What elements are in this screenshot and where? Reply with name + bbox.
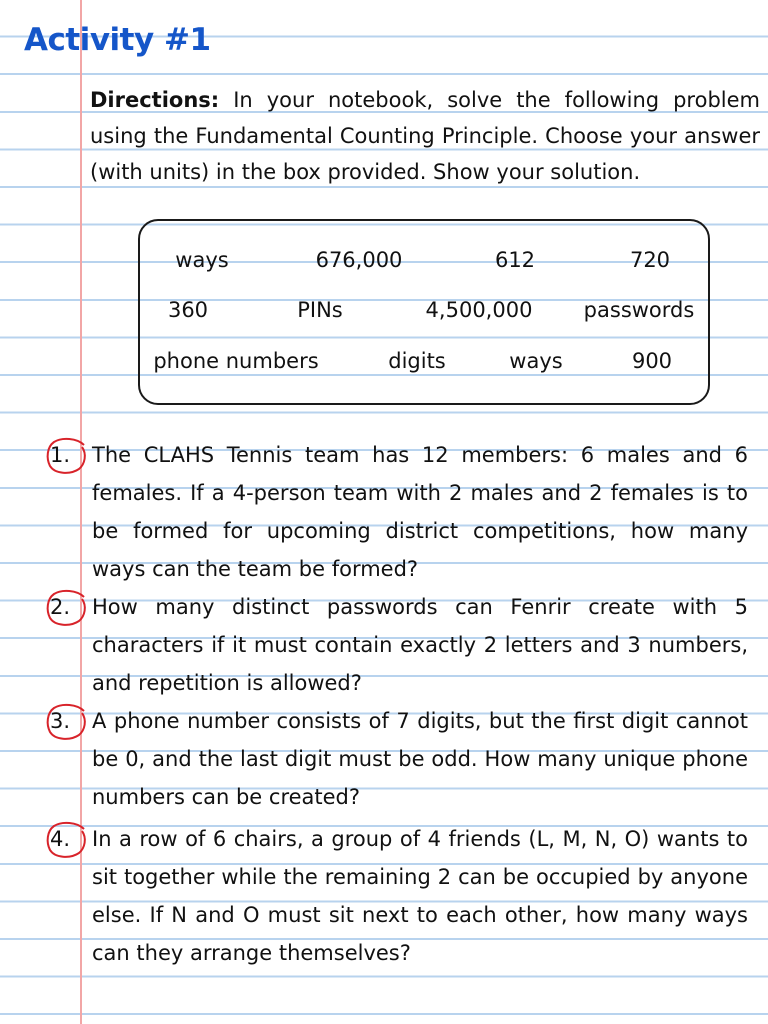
choice-item: phone numbers	[153, 349, 319, 373]
choice-row-3	[140, 349, 708, 379]
question-number: 1.	[50, 443, 71, 467]
directions-text: In your notebook, solve the following problem using the Fundamental Counting Principle. Choose your answer (with units) in the box provided. Show your solution.	[90, 88, 760, 184]
choice-item: ways	[509, 349, 563, 373]
choice-row-2	[140, 298, 708, 328]
margin-line	[80, 0, 82, 1024]
answer-choices-box	[138, 219, 710, 405]
directions-paragraph	[90, 82, 760, 190]
choice-item: 360	[167, 298, 209, 322]
choice-item: 900	[631, 349, 673, 373]
question-3-text: A phone number consists of 7 digits, but the first digit cannot be 0, and the last digit must be odd. How many unique phone numbers can be created?	[92, 709, 748, 809]
choice-item: 4,500,000	[425, 298, 533, 322]
choice-item: 612	[494, 248, 536, 272]
question-number: 4.	[50, 827, 71, 851]
question-1-text: The CLAHS Tennis team has 12 members: 6 males and 6 females. If a 4-person team with 2 males and 2 females is to be formed for upcoming district competitions, how many ways can the team be formed?	[92, 443, 748, 581]
choice-item: 676,000	[315, 248, 403, 272]
choice-item: digits	[388, 349, 446, 373]
choice-item: passwords	[583, 298, 695, 322]
choice-item: 720	[629, 248, 671, 272]
question-2-text: How many distinct passwords can Fenrir create with 5 characters if it must contain exactly 2 letters and 3 numbers, and repetition is allowed?	[92, 595, 748, 695]
question-number: 3.	[50, 709, 71, 733]
directions-label: Directions:	[90, 88, 220, 112]
choice-item: ways	[175, 248, 229, 272]
choice-item: PINs	[297, 298, 343, 322]
question-number: 2.	[50, 595, 71, 619]
choice-row-1	[140, 248, 708, 278]
question-4-text: In a row of 6 chairs, a group of 4 friends (L, M, N, O) wants to sit together while the remaining 2 can be occupied by anyone else. If N and O must sit next to each other, how many ways can they arrange themselves?	[92, 827, 748, 965]
page-title: Activity #1	[24, 22, 211, 58]
